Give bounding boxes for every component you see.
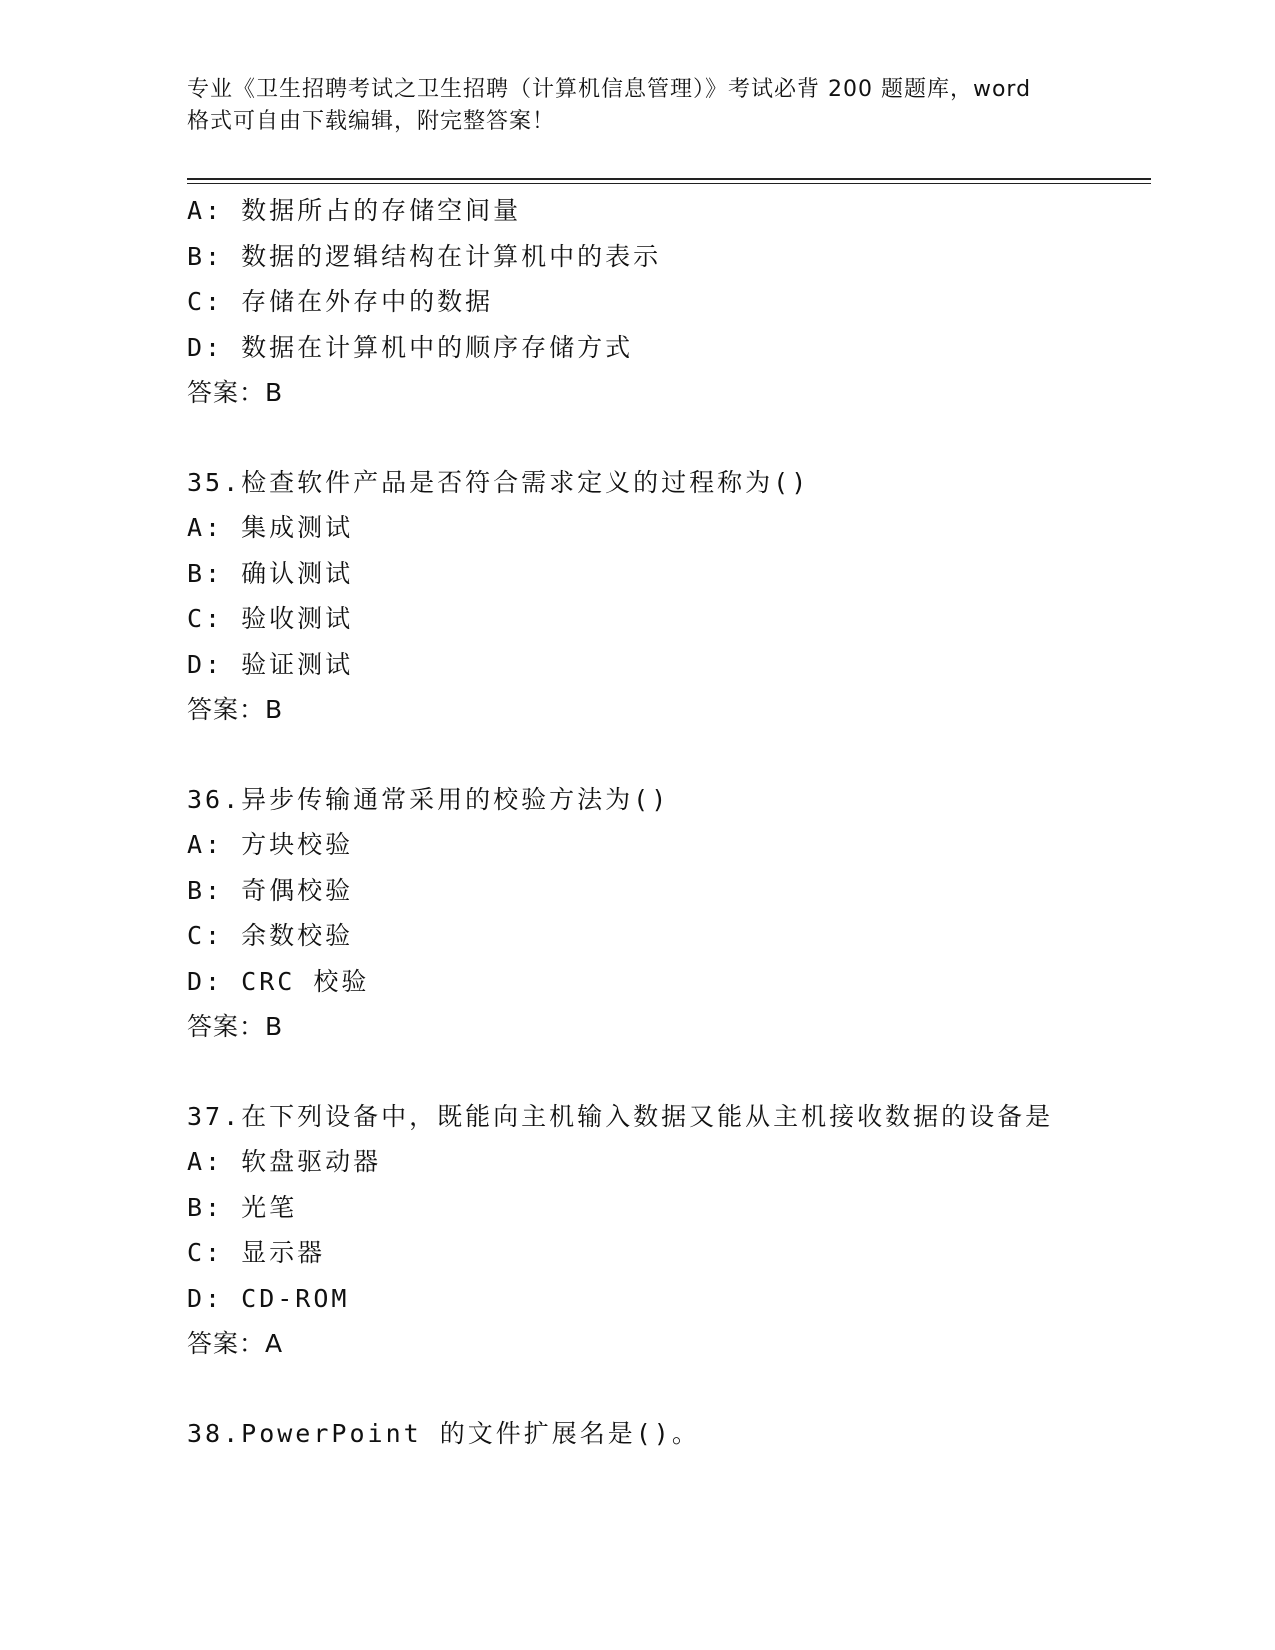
question-text: 35.检查软件产品是否符合需求定义的过程称为() [187,467,810,497]
option-d: D: CRC 校验 [187,966,370,996]
option-a: A: 软盘驱动器 [187,1147,382,1176]
question-block [187,188,1147,416]
header-divider-thin [187,183,1151,184]
option-b: B: 数据的逻辑结构在计算机中的表示 [187,241,662,271]
option-a: A: 集成测试 [187,513,354,542]
header-line-1: 专业《卫生招聘考试之卫生招聘（计算机信息管理）》考试必背 200 题题库，word [187,77,1032,102]
question-text: 37.在下列设备中，既能向主机输入数据又能从主机接收数据的设备是 [187,1101,1054,1131]
answer: 答案：A [187,1329,284,1358]
header-line-2: 格式可自由下载编辑，附完整答案！ [187,109,556,134]
header-divider-thick [187,178,1151,180]
question-text: 38.PowerPoint 的文件扩展名是()。 [187,1418,700,1448]
option-b: B: 确认测试 [187,558,354,588]
option-b: B: 奇偶校验 [187,875,354,905]
question-block [187,1094,1147,1367]
option-c: C: 存储在外存中的数据 [187,287,494,316]
option-c: C: 显示器 [187,1238,326,1267]
question-block [187,460,1147,733]
option-d: D: 验证测试 [187,649,354,679]
answer: 答案：B [187,1012,284,1041]
option-d: D: CD-ROM [187,1283,350,1313]
answer: 答案：B [187,378,284,407]
question-text: 36.异步传输通常采用的校验方法为() [187,784,670,814]
document-header [187,74,1107,138]
option-c: C: 验收测试 [187,604,354,633]
question-list [187,188,1147,1456]
option-a: A: 方块校验 [187,830,354,859]
option-a: A: 数据所占的存储空间量 [187,196,522,225]
option-b: B: 光笔 [187,1192,298,1222]
answer: 答案：B [187,695,284,724]
question-block [187,777,1147,1050]
option-c: C: 余数校验 [187,921,354,950]
option-d: D: 数据在计算机中的顺序存储方式 [187,332,634,362]
question-block [187,1411,1147,1457]
